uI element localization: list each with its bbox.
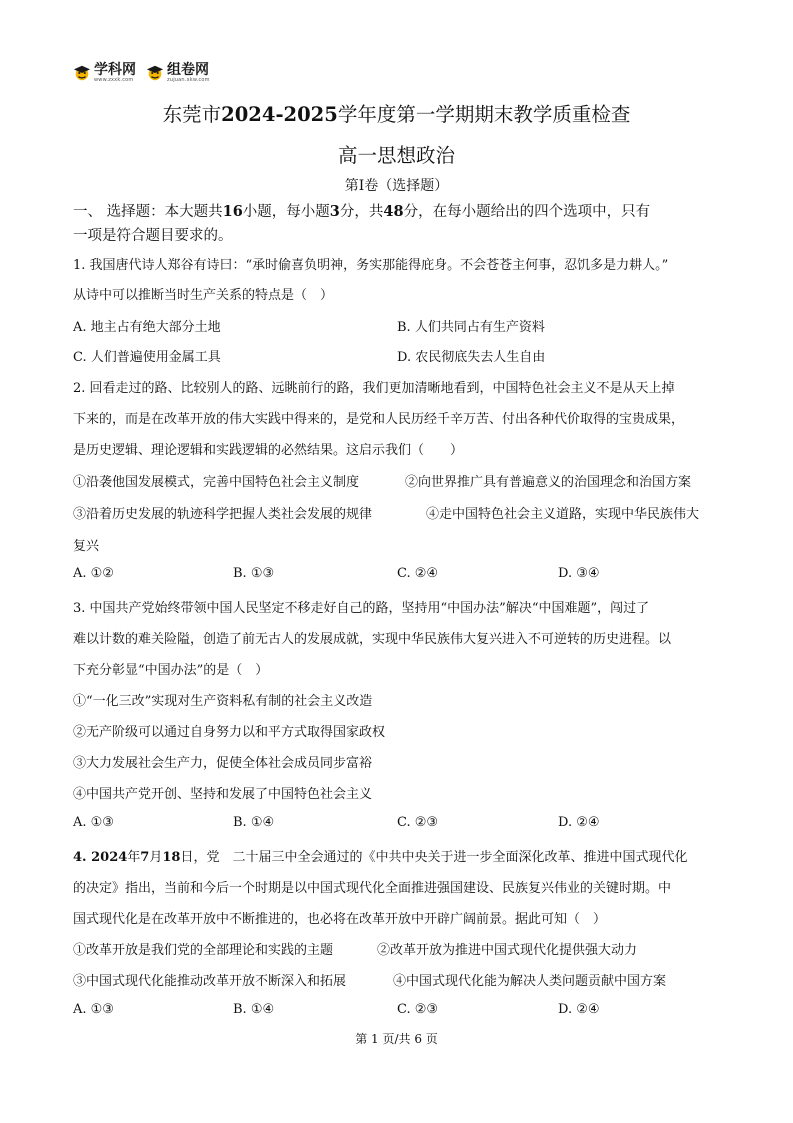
text: 年 [127, 850, 141, 865]
q3-stem: 3. 中国共产党始终带领中国人民坚定不移走好自己的路，坚持用“中国办法”解决“中国难题”，闯过了 [73, 601, 650, 616]
q2-statement-3: ③沿着历史发展的轨迹科学把握人类社会发展的规律 [73, 507, 373, 522]
q2-option-a[interactable]: A. ①② [73, 566, 114, 581]
q1-option-b[interactable]: B. 人们共同占有生产资料 [397, 320, 545, 335]
instructions-line [73, 200, 723, 221]
q2-statement-4-cont: 复兴 [73, 539, 100, 554]
q4-statement-3: ③中国式现代化能推动改革开放不断深入和拓展 [73, 974, 347, 989]
graduation-cap-icon [73, 64, 91, 82]
points-each: 3 [329, 203, 340, 220]
section-title: 第Ⅰ卷（选择题） [344, 178, 449, 194]
text: 一、 选择题：本大题共 [73, 204, 223, 220]
q3-option-a[interactable]: A. ①③ [73, 815, 114, 830]
q4-year: 4. 2024 [73, 850, 128, 865]
q2-option-d[interactable]: D. ③④ [558, 566, 600, 581]
text: 日，党 二十届三中全会通过的《中共中央关于进一步全面深化改革、推进中国式现代化 [180, 850, 688, 865]
q4-stem [73, 846, 723, 865]
q2-option-b[interactable]: B. ①③ [233, 566, 275, 581]
text: 小题，每小题 [242, 204, 330, 220]
q4-statement-4: ④中国式现代化能为解决人类问题贡献中国方案 [393, 974, 667, 989]
logo-name: 组卷网 [167, 62, 209, 78]
q2-option-c[interactable]: C. ②④ [397, 566, 439, 581]
text: 月 [149, 850, 163, 865]
title-years: 2024-2025 [221, 103, 338, 126]
q2-stem: 下来的，而是在改革开放的伟大实践中得来的，是党和人民历经千辛万苦、付出各种代价取得的宝贵成果， [73, 412, 685, 427]
exam-subject: 高一思想政治 [337, 144, 455, 167]
logo-xueke[interactable] [73, 63, 136, 83]
q4-statement-2: ②改革开放为推进中国式现代化提供强大动力 [377, 943, 638, 958]
exam-title [0, 99, 793, 127]
q4-statement-1: ①改革开放是我们党的全部理论和实践的主题 [73, 943, 334, 958]
q2-statement-2: ②向世界推广具有普遍意义的治国理念和治国方案 [405, 475, 692, 490]
instructions-line: 一项是符合题目要求的。 [73, 228, 233, 244]
logo-name: 学科网 [94, 62, 136, 78]
q2-statement-1: ①沿袭他国发展模式，完善中国特色社会主义制度 [73, 475, 360, 490]
q1-option-a[interactable]: A. 地主占有绝大部分土地 [73, 320, 221, 335]
logo-bar [73, 60, 210, 86]
q1-option-c[interactable]: C. 人们普遍使用金属工具 [73, 350, 221, 365]
q4-option-a[interactable]: A. ①③ [73, 1002, 114, 1017]
title-prefix: 东莞市 [162, 103, 222, 126]
q1-stem: 从诗中可以推断当时生产关系的特点是（ ） [73, 288, 334, 303]
q3-statement-2: ②无产阶级可以通过自身努力以和平方式取得国家政权 [73, 725, 386, 740]
q2-stem: 是历史逻辑、理论逻辑和实践逻辑的必然结果。这启示我们（ ） [73, 443, 464, 458]
q2-statement-4: ④走中国特色社会主义道路，实现中华民族伟大 [426, 507, 700, 522]
q3-option-c[interactable]: C. ②③ [397, 815, 439, 830]
text: 分，在每小题给出的四个选项中，只有 [403, 204, 651, 220]
page-number: 第 1 页/共 6 页 [355, 1032, 438, 1046]
logo-zujuan[interactable] [146, 63, 210, 83]
q3-option-b[interactable]: B. ①④ [233, 815, 275, 830]
question-count: 16 [222, 203, 243, 220]
q3-option-d[interactable]: D. ②④ [558, 815, 600, 830]
logo-url: www.zxxk.com [94, 77, 134, 83]
q3-statement-3: ③大力发展社会生产力，促使全体社会成员同步富裕 [73, 756, 373, 771]
q3-stem: 下充分彰显“中国办法”的是（ ） [73, 663, 269, 678]
q4-stem: 的决定》指出，当前和今后一个时期是以中国式现代化全面推进强国建设、民族复兴伟业的关键时期。中 [73, 881, 672, 896]
q4-option-c[interactable]: C. ②③ [397, 1002, 439, 1017]
q4-month: 7 [140, 850, 150, 865]
q4-option-d[interactable]: D. ②④ [558, 1002, 600, 1017]
logo-url: zujuan.xkw.com [167, 77, 210, 83]
q4-day: 18 [162, 850, 181, 865]
q3-statement-1: ①“一化三改”实现对生产资料私有制的社会主义改造 [73, 694, 373, 709]
q1-option-d[interactable]: D. 农民彻底失去人生自由 [397, 350, 546, 365]
graduation-cap-icon [146, 64, 164, 82]
q1-stem: 1. 我国唐代诗人郑谷有诗曰：“承时偷喜负明神，务实那能得庇身。不会苍苍主何事，忍饥多是力耕人。” [73, 258, 669, 273]
q3-stem: 难以计数的难关险隘，创造了前无古人的发展成就，实现中华民族伟大复兴进入不可逆转的历史进程。以 [73, 632, 672, 647]
text: 分，共 [339, 204, 384, 220]
title-suffix: 学年度第一学期期末教学质重检查 [337, 103, 631, 126]
q2-stem: 2. 回看走过的路、比较别人的路、远眺前行的路，我们更加清晰地看到，中国特色社会主义不是从天上掉 [73, 381, 675, 396]
total-points: 48 [383, 203, 404, 220]
q4-option-b[interactable]: B. ①④ [233, 1002, 275, 1017]
q3-statement-4: ④中国共产党开创、坚持和发展了中国特色社会主义 [73, 787, 373, 802]
q4-stem: 国式现代化是在改革开放中不断推进的，也必将在改革开放中开辟广阔前景。据此可知（ ） [73, 912, 607, 927]
